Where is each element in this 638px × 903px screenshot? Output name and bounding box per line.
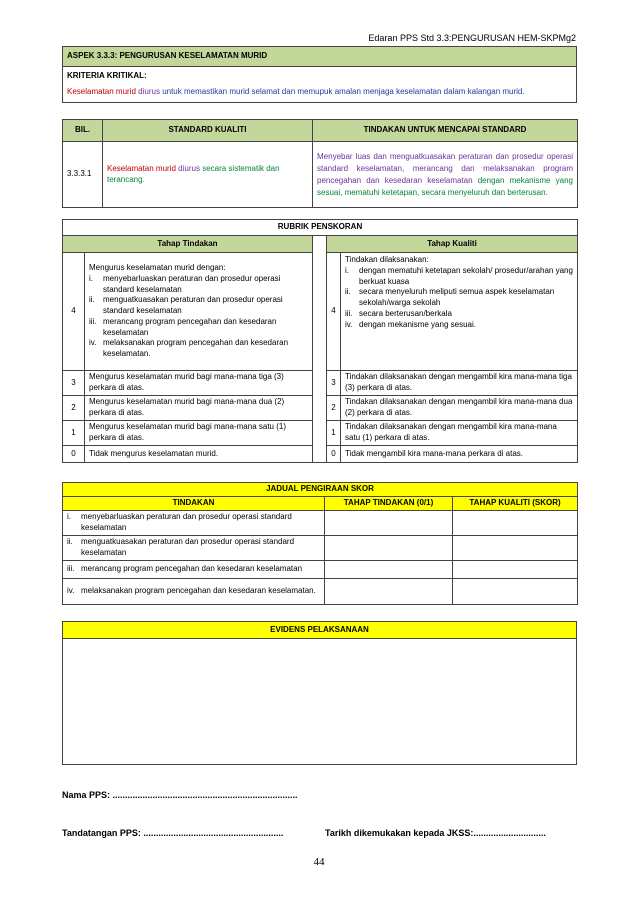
level4-tindakan-intro: Mengurus keselamatan murid dengan: — [89, 262, 226, 272]
evidens-table — [62, 621, 577, 765]
rubrik-tindakan-0: Tidak mengurus keselamatan murid. — [85, 446, 313, 463]
aspek-box — [62, 46, 577, 103]
standard-kualiti-text — [103, 142, 313, 208]
tandatangan-pps[interactable]: Tandatangan PPS: ........................................................ — [62, 828, 284, 838]
tindakan-part-2: dengan mekanisme yang sesuai, mematuhi ketetapan, secara menyeluruh dan berterusan. — [317, 175, 573, 197]
aspek-title: ASPEK 3.3.3: PENGURUSAN KESELAMATAN MURID — [63, 47, 577, 67]
doc-reference: Edaran PPS Std 3.3:PENGURUSAN HEM-SKPMg2 — [368, 33, 576, 43]
jadual-input-tindakan-2[interactable] — [325, 536, 453, 561]
rubrik-tindakan-3: Mengurus keselamatan murid bagi mana-mana tiga (3) perkara di atas. — [85, 371, 313, 396]
rubrik-title: RUBRIK PENSKORAN — [63, 220, 578, 236]
evidens-title: EVIDENS PELAKSANAAN — [63, 622, 577, 639]
kriteria-subject: Keselamatan murid — [67, 86, 136, 96]
score-tindakan-1: 1 — [63, 421, 85, 446]
kriteria-cell — [63, 67, 577, 103]
rubrik-kualiti-3: Tindakan dilaksanakan dengan mengambil kira mana-mana tiga (3) perkara di atas. — [341, 371, 578, 396]
tarikh-jkss[interactable]: Tarikh dikemukakan kepada JKSS:............................. — [325, 828, 546, 838]
standard-table — [62, 119, 578, 208]
rubrik-tindakan-1: Mengurus keselamatan murid bagi mana-mana satu (1) perkara di atas. — [85, 421, 313, 446]
kriteria-rest: untuk memastikan murid selamat dan memupuk amalan menjaga keselamatan dalam kalangan murid. — [162, 86, 525, 96]
jadual-input-kualiti-2[interactable] — [453, 536, 578, 561]
list-item: iii. merancang program pencegahan dan kesedaran keselamatan — [89, 316, 277, 337]
score-kualiti-0: 0 — [327, 446, 341, 463]
list-item: iv. dengan mekanisme yang sesuai. — [345, 319, 476, 329]
score-tindakan-4: 4 — [63, 253, 85, 371]
jadual-input-kualiti-1[interactable] — [453, 511, 578, 536]
jadual-header-tindakan: TINDAKAN — [63, 497, 325, 511]
jadual-header-tahap-kualiti: TAHAP KUALITI (SKOR) — [453, 497, 578, 511]
page-number: 44 — [313, 856, 325, 868]
score-tindakan-3: 3 — [63, 371, 85, 396]
score-kualiti-3: 3 — [327, 371, 341, 396]
rubrik-spacer — [313, 236, 327, 463]
rubrik-tindakan-2: Mengurus keselamatan murid bagi mana-mana dua (2) perkara di atas. — [85, 396, 313, 421]
jadual-title: JADUAL PENGIRAAN SKOR — [63, 483, 578, 497]
jadual-input-kualiti-3[interactable] — [453, 561, 578, 579]
table-row: iv. melaksanakan program pencegahan dan kesedaran keselamatan. — [63, 579, 325, 605]
jadual-input-tindakan-3[interactable] — [325, 561, 453, 579]
rubrik-kualiti-2: Tindakan dilaksanakan dengan mengambil kira mana-mana dua (2) perkara di atas. — [341, 396, 578, 421]
header-standard-kualiti: STANDARD KUALITI — [103, 120, 313, 142]
list-item: iii. secara berterusan/berkala — [345, 308, 452, 318]
rubrik-kualiti-0: Tidak mengambil kira mana-mana perkara di atas. — [341, 446, 578, 463]
score-tindakan-0: 0 — [63, 446, 85, 463]
evidens-input[interactable] — [63, 639, 577, 765]
nama-pps[interactable]: Nama PPS: .......................................................................... — [62, 790, 298, 800]
score-tindakan-2: 2 — [63, 396, 85, 421]
rubrik-table — [62, 219, 578, 463]
score-kualiti-4: 4 — [327, 253, 341, 371]
jadual-input-tindakan-1[interactable] — [325, 511, 453, 536]
col-tahap-kualiti: Tahap Kualiti — [327, 236, 578, 253]
jadual-header-tahap-tindakan: TAHAP TINDAKAN (0/1) — [325, 497, 453, 511]
level4-tindakan — [85, 253, 313, 371]
table-row: i. menyebarluaskan peraturan dan prosedur operasi standard keselamatan — [63, 511, 325, 536]
kriteria-verb: diurus — [138, 86, 160, 96]
kriteria-text — [67, 86, 572, 98]
header-tindakan: TINDAKAN UNTUK MENCAPAI STANDARD — [313, 120, 578, 142]
level4-kualiti-intro: Tindakan dilaksanakan: — [345, 255, 429, 264]
col-tahap-tindakan: Tahap Tindakan — [63, 236, 313, 253]
jadual-input-tindakan-4[interactable] — [325, 579, 453, 605]
header-bil: BIL. — [63, 120, 103, 142]
table-row: iii. merancang program pencegahan dan kesedaran keselamatan — [63, 561, 325, 579]
score-kualiti-1: 1 — [327, 421, 341, 446]
list-item: ii. secara menyeluruh meliputi semua aspek keselamatan sekolah/warga sekolah — [345, 287, 555, 308]
list-item: ii. menguatkuasakan peraturan dan prosedur operasi standard keselamatan — [89, 295, 283, 316]
level4-kualiti — [341, 253, 578, 371]
rubrik-kualiti-1: Tindakan dilaksanakan dengan mengambil kira mana-mana satu (1) perkara di atas. — [341, 421, 578, 446]
bil-value: 3.3.3.1 — [63, 142, 103, 208]
table-row: ii. menguatkuasakan peraturan dan prosedur operasi standard keselamatan — [63, 536, 325, 561]
jadual-input-kualiti-4[interactable] — [453, 579, 578, 605]
tindakan-part-1: Menyebar luas dan menguatkuasakan peraturan dan prosedur operasi standard keselamatan, merancang dan melaksanakan program pencegahan dan kesedaran keselamatan — [317, 151, 573, 185]
kualiti-rest: secara sistematik dan terancang. — [107, 163, 280, 184]
list-item: iv. melaksanakan program pencegahan dan kesedaran keselamatan. — [89, 338, 289, 359]
list-item: i. menyebarluaskan peraturan dan prosedur operasi standard keselamatan — [89, 273, 281, 294]
score-kualiti-2: 2 — [327, 396, 341, 421]
jadual-table — [62, 482, 578, 605]
kriteria-label: KRITERIA KRITIKAL: — [67, 71, 147, 80]
kualiti-verb: diurus — [178, 163, 200, 173]
kualiti-subject: Keselamatan murid — [107, 163, 176, 173]
tindakan-text — [313, 142, 578, 208]
list-item: i. dengan mematuhi ketetapan sekolah/ prosedur/arahan yang berkuat kuasa — [345, 265, 573, 286]
